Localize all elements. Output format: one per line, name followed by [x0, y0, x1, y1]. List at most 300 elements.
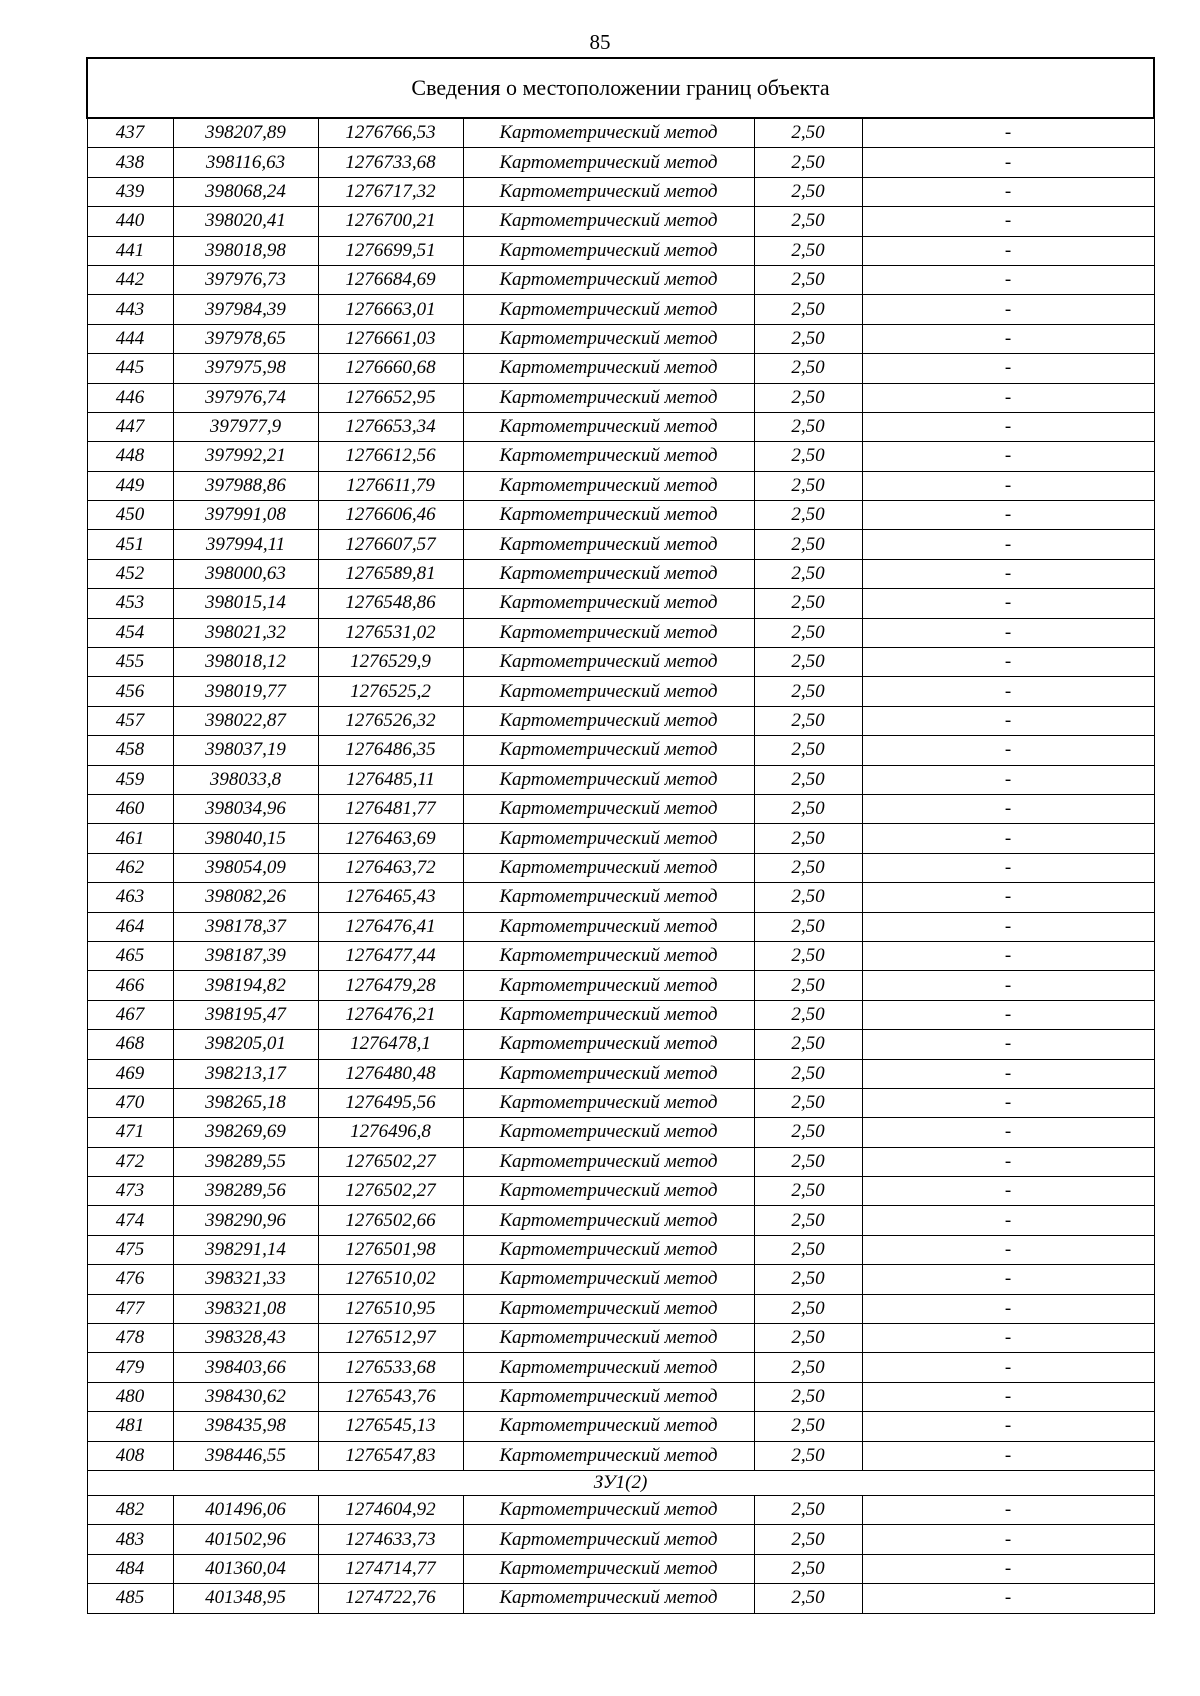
table-row	[87, 471, 1154, 500]
table-row	[87, 706, 1154, 735]
coordinate-x-cell: 398040,15	[173, 824, 318, 853]
coordinate-x-cell: 401496,06	[173, 1495, 318, 1524]
table-row	[87, 648, 1154, 677]
point-number-cell: 480	[87, 1382, 173, 1411]
accuracy-cell: 2,50	[754, 118, 862, 148]
point-number-cell: 478	[87, 1324, 173, 1353]
point-number-cell: 447	[87, 412, 173, 441]
method-cell: Картометрический метод	[463, 177, 754, 206]
description-cell: -	[862, 1525, 1154, 1554]
table-row	[87, 148, 1154, 177]
accuracy-cell: 2,50	[754, 236, 862, 265]
description-cell: -	[862, 648, 1154, 677]
accuracy-cell: 2,50	[754, 824, 862, 853]
accuracy-cell: 2,50	[754, 589, 862, 618]
accuracy-cell: 2,50	[754, 265, 862, 294]
method-cell: Картометрический метод	[463, 736, 754, 765]
point-number-cell: 444	[87, 324, 173, 353]
coordinate-x-cell: 401348,95	[173, 1584, 318, 1613]
accuracy-cell: 2,50	[754, 1118, 862, 1147]
point-number-cell: 481	[87, 1412, 173, 1441]
method-cell: Картометрический метод	[463, 354, 754, 383]
coordinate-x-cell: 398116,63	[173, 148, 318, 177]
point-number-cell: 454	[87, 618, 173, 647]
table-row	[87, 354, 1154, 383]
point-number-cell: 476	[87, 1265, 173, 1294]
method-cell: Картометрический метод	[463, 853, 754, 882]
table-row	[87, 736, 1154, 765]
coordinate-x-cell: 398082,26	[173, 883, 318, 912]
coordinate-y-cell: 1276717,32	[318, 177, 463, 206]
method-cell: Картометрический метод	[463, 471, 754, 500]
coordinate-x-cell: 398269,69	[173, 1118, 318, 1147]
description-cell: -	[862, 941, 1154, 970]
description-cell: -	[862, 265, 1154, 294]
table-row	[87, 912, 1154, 941]
point-number-cell: 472	[87, 1147, 173, 1176]
method-cell: Картометрический метод	[463, 824, 754, 853]
coordinate-y-cell: 1276661,03	[318, 324, 463, 353]
method-cell: Картометрический метод	[463, 1382, 754, 1411]
table-row	[87, 677, 1154, 706]
description-cell: -	[862, 383, 1154, 412]
method-cell: Картометрический метод	[463, 1525, 754, 1554]
coordinate-y-cell: 1276607,57	[318, 530, 463, 559]
coordinate-y-cell: 1276533,68	[318, 1353, 463, 1382]
coordinate-x-cell: 398054,09	[173, 853, 318, 882]
coordinate-y-cell: 1276463,72	[318, 853, 463, 882]
method-cell: Картометрический метод	[463, 207, 754, 236]
coordinate-y-cell: 1276543,76	[318, 1382, 463, 1411]
description-cell: -	[862, 324, 1154, 353]
method-cell: Картометрический метод	[463, 1206, 754, 1235]
accuracy-cell: 2,50	[754, 1147, 862, 1176]
coordinate-y-cell: 1276481,77	[318, 794, 463, 823]
coordinate-y-cell: 1276766,53	[318, 118, 463, 148]
coordinate-y-cell: 1276495,56	[318, 1088, 463, 1117]
coordinate-x-cell: 398289,56	[173, 1177, 318, 1206]
point-number-cell: 458	[87, 736, 173, 765]
coordinate-y-cell: 1276545,13	[318, 1412, 463, 1441]
table-row	[87, 501, 1154, 530]
point-number-cell: 467	[87, 1000, 173, 1029]
coordinate-y-cell: 1276512,97	[318, 1324, 463, 1353]
coordinate-y-cell: 1276502,66	[318, 1206, 463, 1235]
coordinate-y-cell: 1276653,34	[318, 412, 463, 441]
table-row	[87, 442, 1154, 471]
table-row	[87, 1554, 1154, 1583]
accuracy-cell: 2,50	[754, 1495, 862, 1524]
coordinate-x-cell: 398403,66	[173, 1353, 318, 1382]
accuracy-cell: 2,50	[754, 530, 862, 559]
description-cell: -	[862, 118, 1154, 148]
accuracy-cell: 2,50	[754, 1088, 862, 1117]
accuracy-cell: 2,50	[754, 1584, 862, 1613]
table-row	[87, 1441, 1154, 1470]
table-row	[87, 1235, 1154, 1264]
coordinate-x-cell: 398205,01	[173, 1030, 318, 1059]
point-number-cell: 484	[87, 1554, 173, 1583]
point-number-cell: 482	[87, 1495, 173, 1524]
coordinate-y-cell: 1276501,98	[318, 1235, 463, 1264]
coordinate-x-cell: 398000,63	[173, 559, 318, 588]
description-cell: -	[862, 1265, 1154, 1294]
table-row	[87, 1382, 1154, 1411]
method-cell: Картометрический метод	[463, 1294, 754, 1323]
method-cell: Картометрический метод	[463, 118, 754, 148]
coordinate-x-cell: 398195,47	[173, 1000, 318, 1029]
method-cell: Картометрический метод	[463, 295, 754, 324]
accuracy-cell: 2,50	[754, 853, 862, 882]
description-cell: -	[862, 412, 1154, 441]
coordinate-x-cell: 397991,08	[173, 501, 318, 530]
coordinate-y-cell: 1276531,02	[318, 618, 463, 647]
accuracy-cell: 2,50	[754, 1235, 862, 1264]
method-cell: Картометрический метод	[463, 412, 754, 441]
accuracy-cell: 2,50	[754, 1525, 862, 1554]
description-cell: -	[862, 1118, 1154, 1147]
coordinate-x-cell: 398037,19	[173, 736, 318, 765]
table-row	[87, 412, 1154, 441]
table-row	[87, 853, 1154, 882]
point-number-cell: 463	[87, 883, 173, 912]
coordinate-y-cell: 1276496,8	[318, 1118, 463, 1147]
point-number-cell: 459	[87, 765, 173, 794]
coordinate-x-cell: 397976,73	[173, 265, 318, 294]
method-cell: Картометрический метод	[463, 794, 754, 823]
coordinate-y-cell: 1276476,41	[318, 912, 463, 941]
point-number-cell: 441	[87, 236, 173, 265]
coordinate-x-cell: 398321,33	[173, 1265, 318, 1294]
point-number-cell: 451	[87, 530, 173, 559]
method-cell: Картометрический метод	[463, 442, 754, 471]
table-row	[87, 1206, 1154, 1235]
accuracy-cell: 2,50	[754, 677, 862, 706]
point-number-cell: 468	[87, 1030, 173, 1059]
description-cell: -	[862, 177, 1154, 206]
table-row	[87, 941, 1154, 970]
page-number: 85	[589, 30, 611, 54]
table-row	[87, 1353, 1154, 1382]
coordinate-y-cell: 1276502,27	[318, 1177, 463, 1206]
coordinate-y-cell: 1274604,92	[318, 1495, 463, 1524]
accuracy-cell: 2,50	[754, 383, 862, 412]
accuracy-cell: 2,50	[754, 1206, 862, 1235]
table-row	[87, 1000, 1154, 1029]
coordinate-y-cell: 1274633,73	[318, 1525, 463, 1554]
coordinate-y-cell: 1276606,46	[318, 501, 463, 530]
coordinate-x-cell: 398446,55	[173, 1441, 318, 1470]
coordinate-x-cell: 398328,43	[173, 1324, 318, 1353]
method-cell: Картометрический метод	[463, 589, 754, 618]
section-header-row	[87, 1470, 1154, 1495]
table-row	[87, 1412, 1154, 1441]
point-number-cell: 485	[87, 1584, 173, 1613]
description-cell: -	[862, 706, 1154, 735]
description-cell: -	[862, 912, 1154, 941]
coordinate-y-cell: 1276529,9	[318, 648, 463, 677]
method-cell: Картометрический метод	[463, 971, 754, 1000]
coordinate-x-cell: 398435,98	[173, 1412, 318, 1441]
point-number-cell: 460	[87, 794, 173, 823]
coordinate-y-cell: 1276699,51	[318, 236, 463, 265]
description-cell: -	[862, 1206, 1154, 1235]
accuracy-cell: 2,50	[754, 1554, 862, 1583]
description-cell: -	[862, 530, 1154, 559]
table-row	[87, 207, 1154, 236]
point-number-cell: 457	[87, 706, 173, 735]
method-cell: Картометрический метод	[463, 677, 754, 706]
point-number-cell: 449	[87, 471, 173, 500]
accuracy-cell: 2,50	[754, 148, 862, 177]
coordinate-y-cell: 1276478,1	[318, 1030, 463, 1059]
coordinate-x-cell: 398068,24	[173, 177, 318, 206]
coordinate-x-cell: 398033,8	[173, 765, 318, 794]
table-row	[87, 1147, 1154, 1176]
point-number-cell: 477	[87, 1294, 173, 1323]
coordinate-y-cell: 1276485,11	[318, 765, 463, 794]
point-number-cell: 408	[87, 1441, 173, 1470]
table-row	[87, 1059, 1154, 1088]
table-row	[87, 618, 1154, 647]
table-row	[87, 1118, 1154, 1147]
accuracy-cell: 2,50	[754, 941, 862, 970]
accuracy-cell: 2,50	[754, 971, 862, 1000]
method-cell: Картометрический метод	[463, 1584, 754, 1613]
method-cell: Картометрический метод	[463, 324, 754, 353]
description-cell: -	[862, 207, 1154, 236]
table-row	[87, 324, 1154, 353]
description-cell: -	[862, 1177, 1154, 1206]
coordinate-x-cell: 398289,55	[173, 1147, 318, 1176]
description-cell: -	[862, 442, 1154, 471]
description-cell: -	[862, 1088, 1154, 1117]
point-number-cell: 473	[87, 1177, 173, 1206]
table-row	[87, 530, 1154, 559]
coordinate-y-cell: 1276652,95	[318, 383, 463, 412]
coordinate-y-cell: 1276465,43	[318, 883, 463, 912]
method-cell: Картометрический метод	[463, 1177, 754, 1206]
boundary-coordinates-table	[86, 57, 1155, 1614]
section-label: ЗУ1(2)	[87, 1470, 1154, 1495]
coordinate-x-cell: 398291,14	[173, 1235, 318, 1264]
coordinate-x-cell: 398034,96	[173, 794, 318, 823]
accuracy-cell: 2,50	[754, 794, 862, 823]
table-row	[87, 118, 1154, 148]
description-cell: -	[862, 471, 1154, 500]
accuracy-cell: 2,50	[754, 1030, 862, 1059]
table-row	[87, 177, 1154, 206]
table-row	[87, 383, 1154, 412]
description-cell: -	[862, 618, 1154, 647]
description-cell: -	[862, 1000, 1154, 1029]
description-cell: -	[862, 1235, 1154, 1264]
point-number-cell: 464	[87, 912, 173, 941]
method-cell: Картометрический метод	[463, 648, 754, 677]
method-cell: Картометрический метод	[463, 912, 754, 941]
description-cell: -	[862, 794, 1154, 823]
method-cell: Картометрический метод	[463, 765, 754, 794]
coordinate-y-cell: 1276612,56	[318, 442, 463, 471]
coordinate-y-cell: 1276463,69	[318, 824, 463, 853]
method-cell: Картометрический метод	[463, 1147, 754, 1176]
coordinate-y-cell: 1276611,79	[318, 471, 463, 500]
coordinate-y-cell: 1276477,44	[318, 941, 463, 970]
method-cell: Картометрический метод	[463, 1088, 754, 1117]
accuracy-cell: 2,50	[754, 765, 862, 794]
method-cell: Картометрический метод	[463, 1495, 754, 1524]
table-row	[87, 295, 1154, 324]
accuracy-cell: 2,50	[754, 354, 862, 383]
method-cell: Картометрический метод	[463, 706, 754, 735]
coordinate-x-cell: 398178,37	[173, 912, 318, 941]
coordinate-x-cell: 398021,32	[173, 618, 318, 647]
point-number-cell: 448	[87, 442, 173, 471]
coordinate-x-cell: 398321,08	[173, 1294, 318, 1323]
accuracy-cell: 2,50	[754, 501, 862, 530]
description-cell: -	[862, 148, 1154, 177]
coordinate-y-cell: 1276486,35	[318, 736, 463, 765]
table-row	[87, 1495, 1154, 1524]
coordinate-y-cell: 1276700,21	[318, 207, 463, 236]
table-row	[87, 265, 1154, 294]
description-cell: -	[862, 1584, 1154, 1613]
description-cell: -	[862, 765, 1154, 794]
coordinate-x-cell: 401502,96	[173, 1525, 318, 1554]
method-cell: Картометрический метод	[463, 530, 754, 559]
coordinate-x-cell: 398187,39	[173, 941, 318, 970]
accuracy-cell: 2,50	[754, 442, 862, 471]
point-number-cell: 439	[87, 177, 173, 206]
coordinate-y-cell: 1276547,83	[318, 1441, 463, 1470]
table-row	[87, 971, 1154, 1000]
coordinate-x-cell: 398194,82	[173, 971, 318, 1000]
point-number-cell: 456	[87, 677, 173, 706]
point-number-cell: 462	[87, 853, 173, 882]
method-cell: Картометрический метод	[463, 1441, 754, 1470]
method-cell: Картометрический метод	[463, 1412, 754, 1441]
accuracy-cell: 2,50	[754, 1059, 862, 1088]
coordinate-y-cell: 1276684,69	[318, 265, 463, 294]
coordinate-x-cell: 398265,18	[173, 1088, 318, 1117]
coordinate-y-cell: 1274714,77	[318, 1554, 463, 1583]
method-cell: Картометрический метод	[463, 148, 754, 177]
description-cell: -	[862, 295, 1154, 324]
coordinate-x-cell: 401360,04	[173, 1554, 318, 1583]
method-cell: Картометрический метод	[463, 559, 754, 588]
method-cell: Картометрический метод	[463, 1265, 754, 1294]
point-number-cell: 471	[87, 1118, 173, 1147]
description-cell: -	[862, 1441, 1154, 1470]
accuracy-cell: 2,50	[754, 324, 862, 353]
coordinate-x-cell: 398207,89	[173, 118, 318, 148]
description-cell: -	[862, 677, 1154, 706]
coordinate-y-cell: 1276663,01	[318, 295, 463, 324]
description-cell: -	[862, 1030, 1154, 1059]
coordinate-y-cell: 1276502,27	[318, 1147, 463, 1176]
point-number-cell: 465	[87, 941, 173, 970]
coordinate-x-cell: 397984,39	[173, 295, 318, 324]
accuracy-cell: 2,50	[754, 177, 862, 206]
description-cell: -	[862, 736, 1154, 765]
description-cell: -	[862, 1147, 1154, 1176]
point-number-cell: 469	[87, 1059, 173, 1088]
method-cell: Картометрический метод	[463, 1000, 754, 1029]
description-cell: -	[862, 971, 1154, 1000]
point-number-cell: 450	[87, 501, 173, 530]
point-number-cell: 442	[87, 265, 173, 294]
point-number-cell: 483	[87, 1525, 173, 1554]
point-number-cell: 455	[87, 648, 173, 677]
method-cell: Картометрический метод	[463, 1030, 754, 1059]
point-number-cell: 461	[87, 824, 173, 853]
point-number-cell: 479	[87, 1353, 173, 1382]
description-cell: -	[862, 1294, 1154, 1323]
accuracy-cell: 2,50	[754, 1353, 862, 1382]
accuracy-cell: 2,50	[754, 706, 862, 735]
coordinate-y-cell: 1274722,76	[318, 1584, 463, 1613]
accuracy-cell: 2,50	[754, 1324, 862, 1353]
method-cell: Картометрический метод	[463, 1118, 754, 1147]
coordinate-y-cell: 1276479,28	[318, 971, 463, 1000]
point-number-cell: 475	[87, 1235, 173, 1264]
description-cell: -	[862, 589, 1154, 618]
point-number-cell: 438	[87, 148, 173, 177]
method-cell: Картометрический метод	[463, 883, 754, 912]
method-cell: Картометрический метод	[463, 265, 754, 294]
method-cell: Картометрический метод	[463, 1353, 754, 1382]
point-number-cell: 440	[87, 207, 173, 236]
accuracy-cell: 2,50	[754, 1294, 862, 1323]
table-row	[87, 883, 1154, 912]
table-row	[87, 1030, 1154, 1059]
accuracy-cell: 2,50	[754, 207, 862, 236]
accuracy-cell: 2,50	[754, 618, 862, 647]
method-cell: Картометрический метод	[463, 1059, 754, 1088]
coordinate-x-cell: 398020,41	[173, 207, 318, 236]
description-cell: -	[862, 1353, 1154, 1382]
coordinate-y-cell: 1276476,21	[318, 1000, 463, 1029]
coordinate-y-cell: 1276525,2	[318, 677, 463, 706]
accuracy-cell: 2,50	[754, 912, 862, 941]
table-row	[87, 1265, 1154, 1294]
coordinate-x-cell: 398213,17	[173, 1059, 318, 1088]
point-number-cell: 446	[87, 383, 173, 412]
coordinate-y-cell: 1276510,95	[318, 1294, 463, 1323]
coordinate-x-cell: 397994,11	[173, 530, 318, 559]
coordinate-x-cell: 398430,62	[173, 1382, 318, 1411]
description-cell: -	[862, 1324, 1154, 1353]
description-cell: -	[862, 883, 1154, 912]
table-title: Сведения о местоположении границ объекта	[87, 58, 1154, 118]
point-number-cell: 445	[87, 354, 173, 383]
coordinate-x-cell: 397975,98	[173, 354, 318, 383]
coordinate-x-cell: 398019,77	[173, 677, 318, 706]
coordinate-x-cell: 397978,65	[173, 324, 318, 353]
method-cell: Картометрический метод	[463, 501, 754, 530]
method-cell: Картометрический метод	[463, 236, 754, 265]
description-cell: -	[862, 853, 1154, 882]
description-cell: -	[862, 824, 1154, 853]
method-cell: Картометрический метод	[463, 941, 754, 970]
coordinate-y-cell: 1276510,02	[318, 1265, 463, 1294]
accuracy-cell: 2,50	[754, 648, 862, 677]
accuracy-cell: 2,50	[754, 1265, 862, 1294]
method-cell: Картометрический метод	[463, 1324, 754, 1353]
table-row	[87, 765, 1154, 794]
coordinate-y-cell: 1276526,32	[318, 706, 463, 735]
coordinate-x-cell: 398018,98	[173, 236, 318, 265]
